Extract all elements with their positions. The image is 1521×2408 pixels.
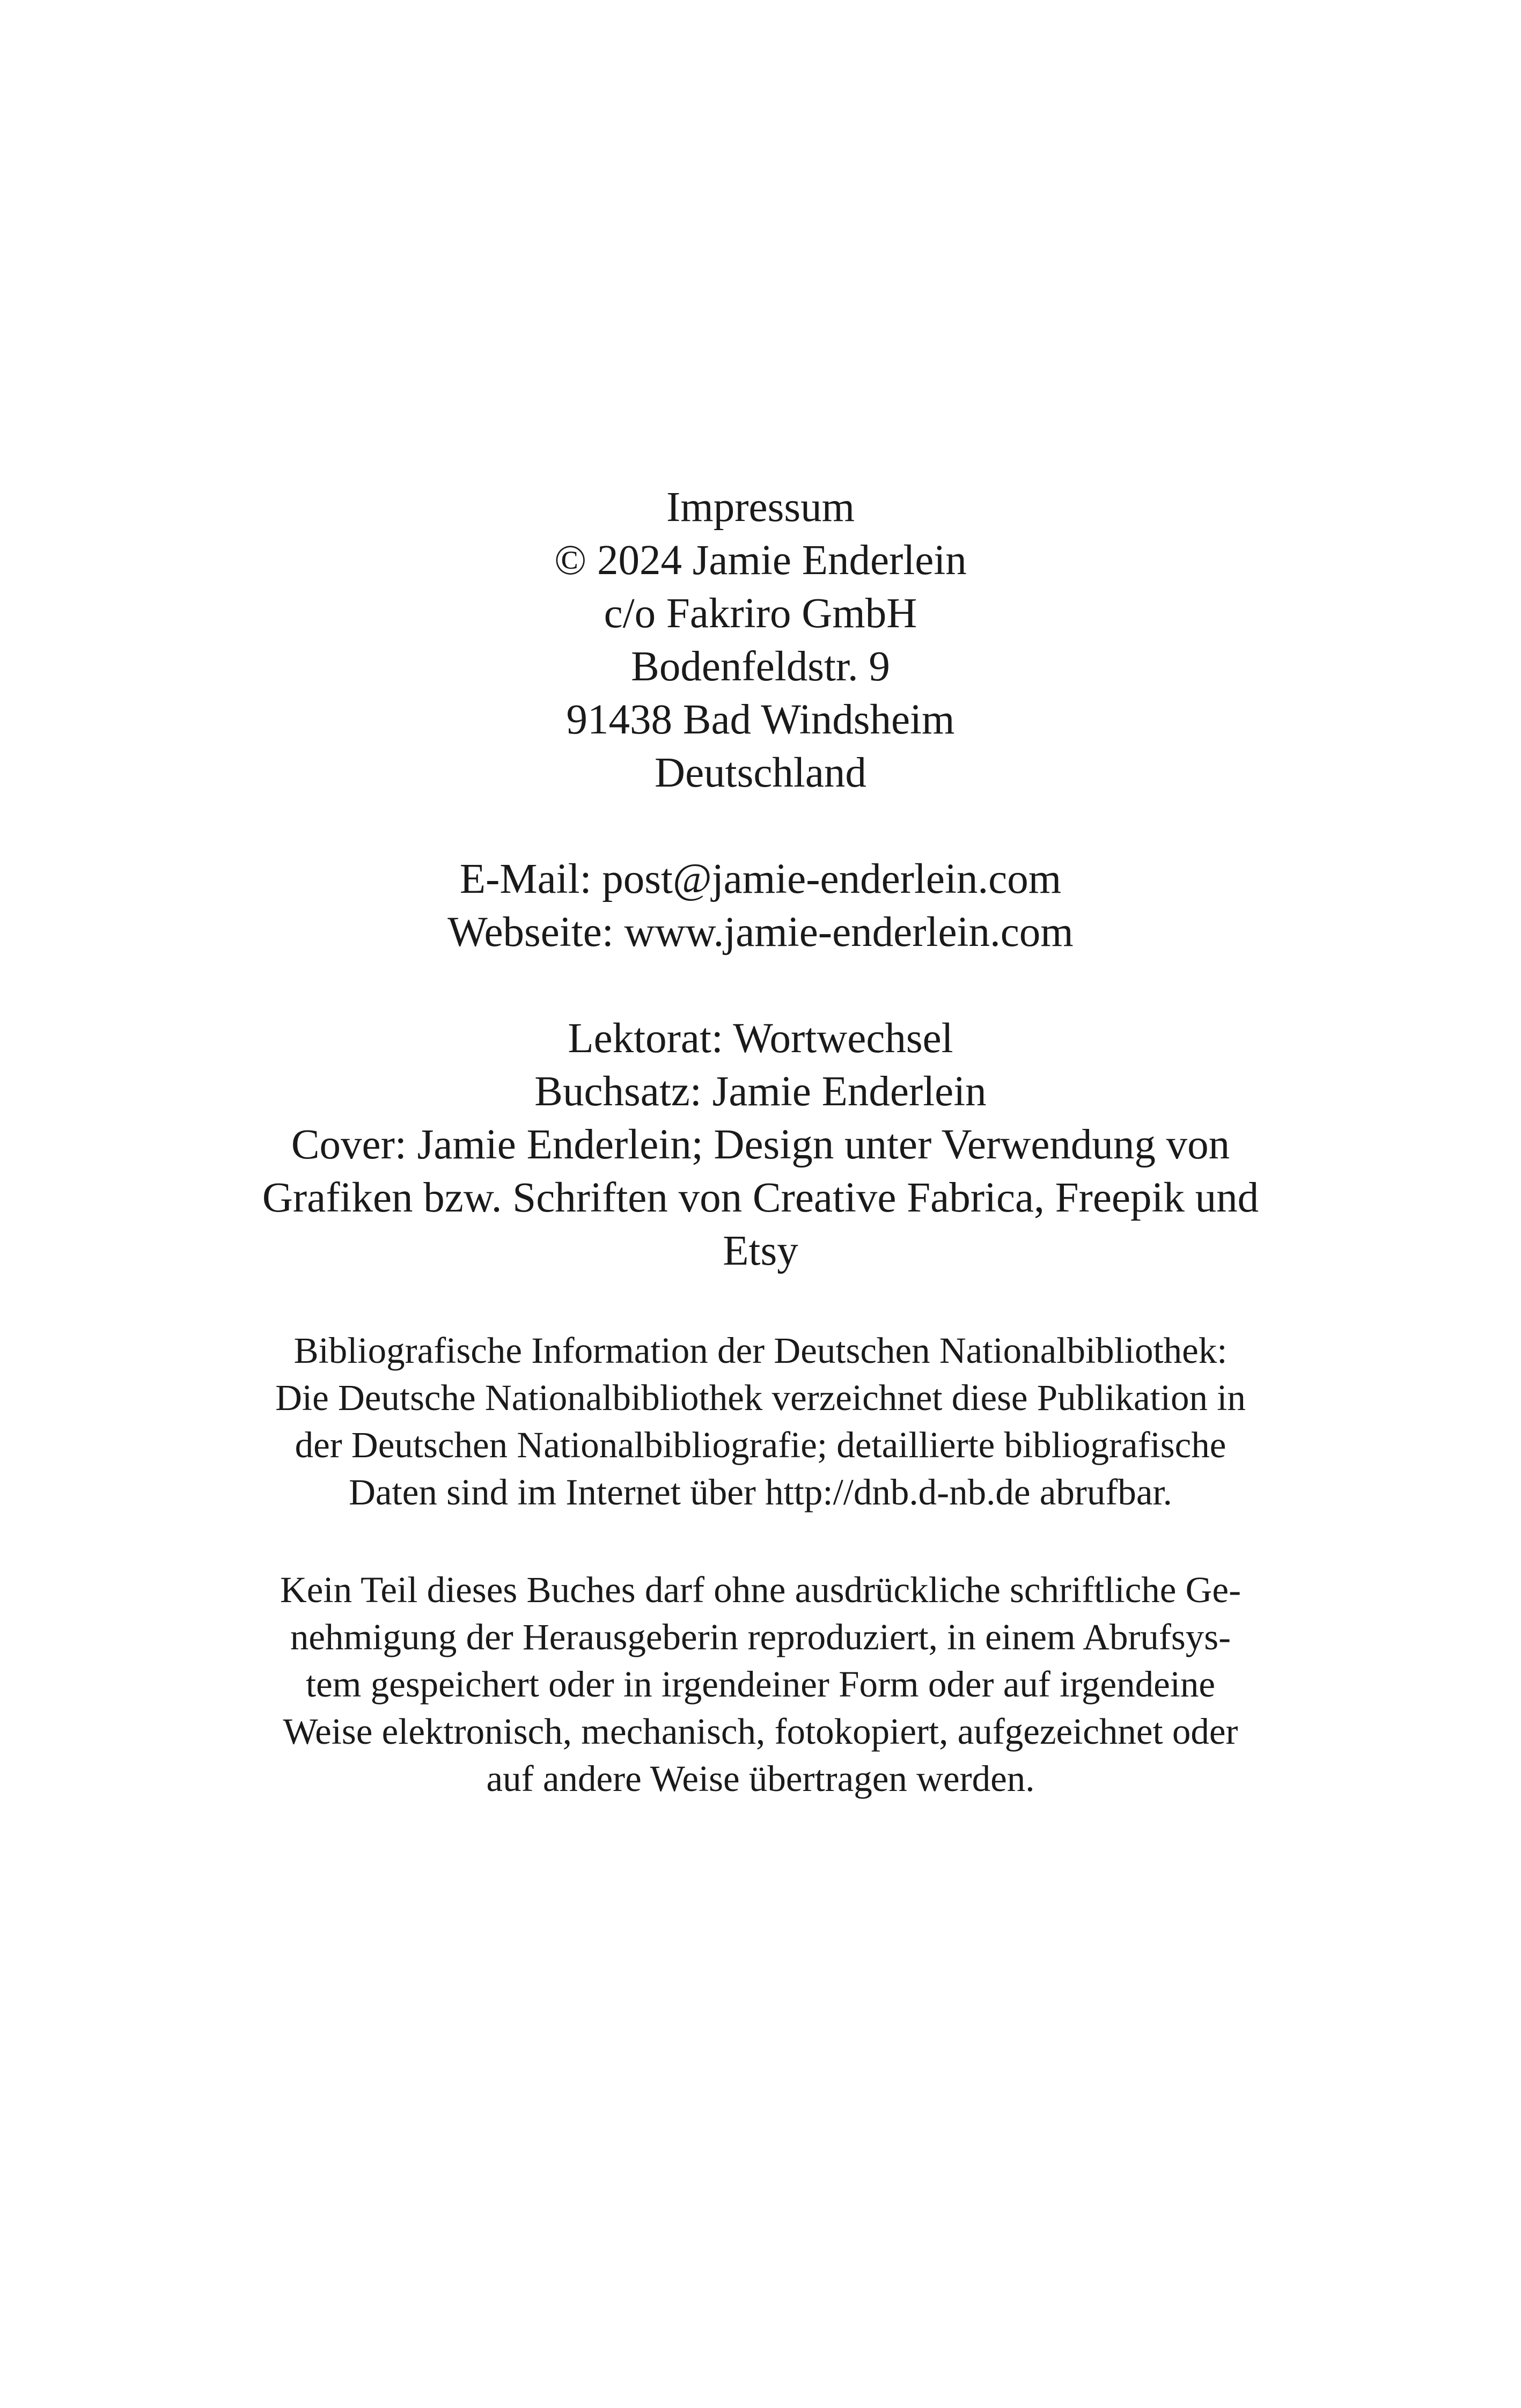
city-line: 91438 Bad Windsheim [566,696,955,743]
lektorat-line: Lektorat: Wortwechsel [568,1015,953,1062]
dnb-notice-block [0,1327,1521,1516]
street-line: Bodenfeldstr. 9 [631,643,890,690]
care-of-line: c/o Fakriro GmbH [604,590,917,637]
copyright-line: © 2024 Jamie Enderlein [554,537,967,584]
imprint-heading: Impressum [666,484,855,531]
dnb-notice-line: Daten sind im Internet über http://dnb.d-nb.de abrufbar. [349,1472,1172,1513]
rights-notice-line: Weise elektronisch, mechanisch, fotokopiert, aufgezeichnet oder [283,1711,1238,1752]
rights-notice-line: Kein Teil dieses Buches darf ohne ausdrückliche schriftliche Ge- [280,1569,1241,1610]
rights-notice-line: auf andere Weise übertragen werden. [486,1758,1035,1799]
cover-credit-line: Cover: Jamie Enderlein; Design unter Verwendung von [291,1121,1230,1168]
website-line: Webseite: www.jamie-enderlein.com [447,909,1074,956]
buchsatz-line: Buchsatz: Jamie Enderlein [534,1068,987,1115]
contact-block [0,853,1521,959]
dnb-notice-line: der Deutschen Nationalbibliografie; detaillierte bibliografische [295,1425,1226,1465]
dnb-notice-line: Bibliografische Information der Deutschen Nationalbibliothek: [293,1330,1228,1371]
rights-notice-line: tem gespeichert oder in irgendeiner Form oder auf irgendeine [305,1664,1215,1705]
rights-notice-line: nehmigung der Herausgeberin reproduziert, in einem Abrufsys- [290,1617,1231,1657]
country-line: Deutschland [655,750,866,796]
cover-credit-line: Grafiken bzw. Schriften von Creative Fabrica, Freepik und [262,1174,1259,1221]
email-line: E-Mail: post@jamie-enderlein.com [459,856,1062,902]
rights-notice-block [0,1566,1521,1802]
publisher-address-block [0,481,1521,799]
credits-block [0,1012,1521,1278]
dnb-notice-line: Die Deutsche Nationalbibliothek verzeichnet diese Publikation in [275,1377,1246,1418]
cover-credit-line: Etsy [723,1228,798,1274]
